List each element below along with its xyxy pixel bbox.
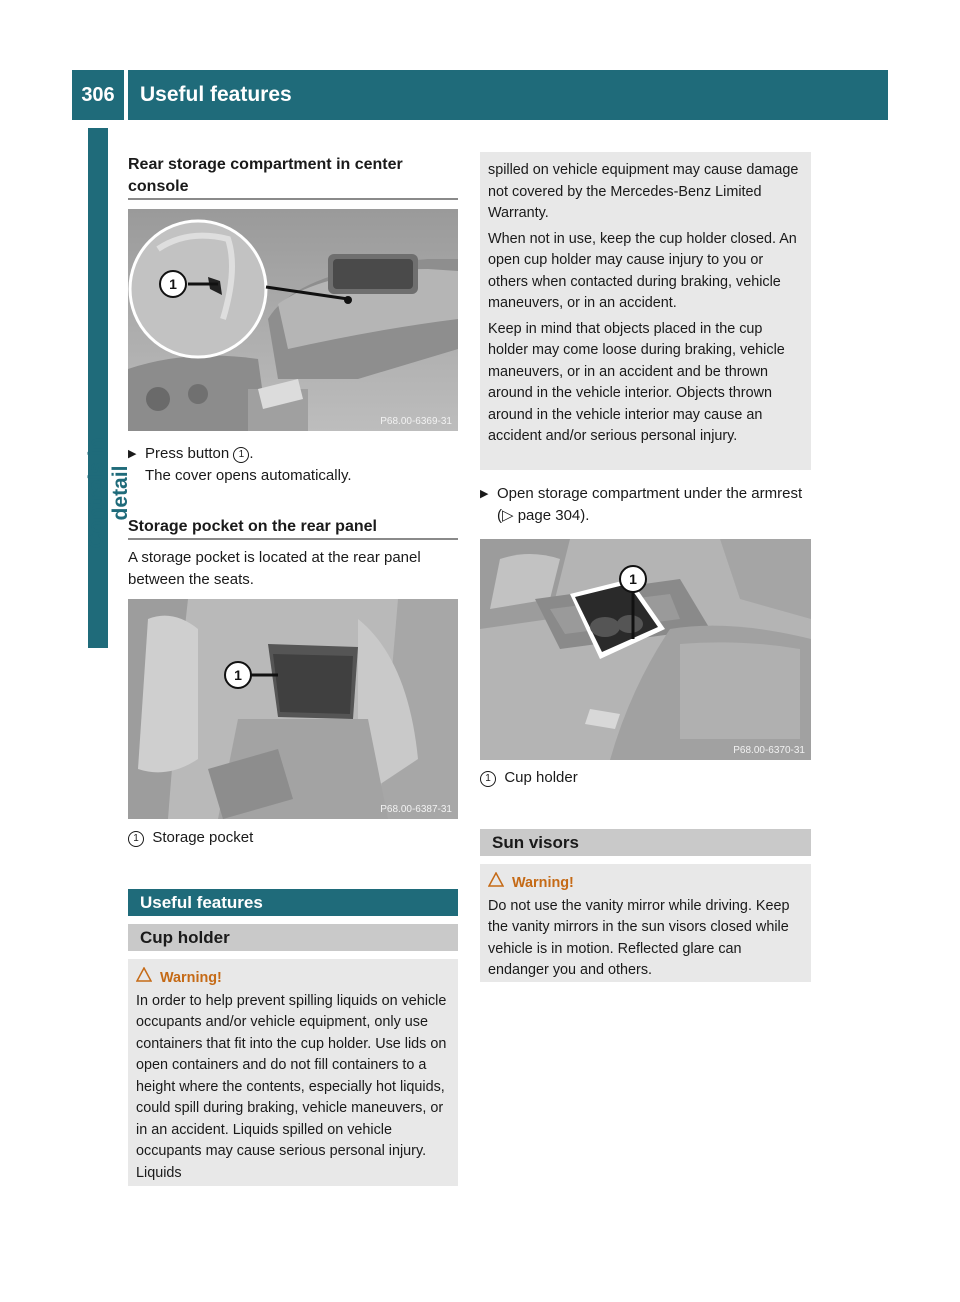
page-reference[interactable]: ▷ page 304 [502,507,581,524]
pocket-body: A storage pocket is located at the rear panel between the seats. [128,549,421,588]
step-text: Open storage compartment under the armrest (▷ page 304). [497,485,803,524]
pocket-heading: Storage pocket on the rear panel [128,518,377,535]
warning-text: When not in use, keep the cup holder closed. An open cup holder may cause injury to you or others when contacted during braking, vehicle maneuvers, or in an accident. [488,230,797,311]
cup-holder-photo [480,539,811,760]
section-useful-features: Useful features [128,889,458,916]
cup-holder-caption: 1 Cup holder [480,767,811,789]
warning-box [128,959,458,1186]
section-cup-holder: Cup holder [128,924,458,951]
warning-text: Do not use the vanity mirror while driving. Keep the vanity mirrors in the sun visors closed while vehicle is in motion. Reflected glare can endanger you and others. [488,897,790,978]
page-number: 306 [81,83,115,106]
pocket-caption: 1 Storage pocket [128,827,458,849]
section-sun-visors: Sun visors [480,829,811,856]
side-tab-label: Controls in detail [85,437,132,549]
rear-storage-photo [128,209,458,431]
callout-ref: 1 [233,447,249,463]
warning-triangle-icon [136,967,152,990]
rear-storage-callout: 1 [169,276,177,292]
header-divider [124,70,128,120]
warning-text: spilled on vehicle equipment may cause damage not covered by the Mercedes-Benz Limited Warranty. [488,162,799,221]
photo-code: P68.00-6369-31 [380,416,452,427]
arrow-right-icon: ▶ [128,448,137,460]
photo-code: P68.00-6387-31 [380,804,452,815]
warning-text: In order to help prevent spilling liquids on vehicle occupants and/or vehicle equipment, only use containers that fit into the cup holder. Use lids on open containers and do not fill containers to a height where the contents, especially hot liquids, could spill during braking, vehicle maneuvers, or in an accident. Liquids spilled on vehicle occupants may cause serious personal injury. Liquids [136,992,447,1181]
storage-pocket-photo [128,599,458,819]
step-press-button [128,443,458,465]
step-text: Press button 1 . [145,445,254,462]
pocket-callout: 1 [234,667,242,683]
warning-text: Keep in mind that objects placed in the cup holder may come loose during braking, vehicle maneuvers, or in an accident and be thrown around in the vehicle interior. Objects thrown around in the vehicle interior may cause an accident and/or serious personal injury. [488,320,785,444]
page-title: Useful features [140,83,292,106]
warning-box [480,864,811,982]
callout-ref: 1 [128,831,144,847]
heading-rule [128,198,458,200]
arrow-right-icon: ▶ [480,488,489,500]
warning-triangle-icon [488,872,504,895]
warning-box-continued [480,152,811,470]
cup-callout: 1 [629,571,637,587]
heading-rule [128,538,458,540]
rear-storage-heading: Rear storage compartment in center console [128,156,403,195]
warning-title: Warning! [488,872,803,895]
step-open-compartment [480,483,811,527]
callout-ref: 1 [480,771,496,787]
photo-code: P68.00-6370-31 [733,745,805,756]
step-result: The cover opens automatically. [145,467,352,484]
warning-title: Warning! [136,967,450,990]
